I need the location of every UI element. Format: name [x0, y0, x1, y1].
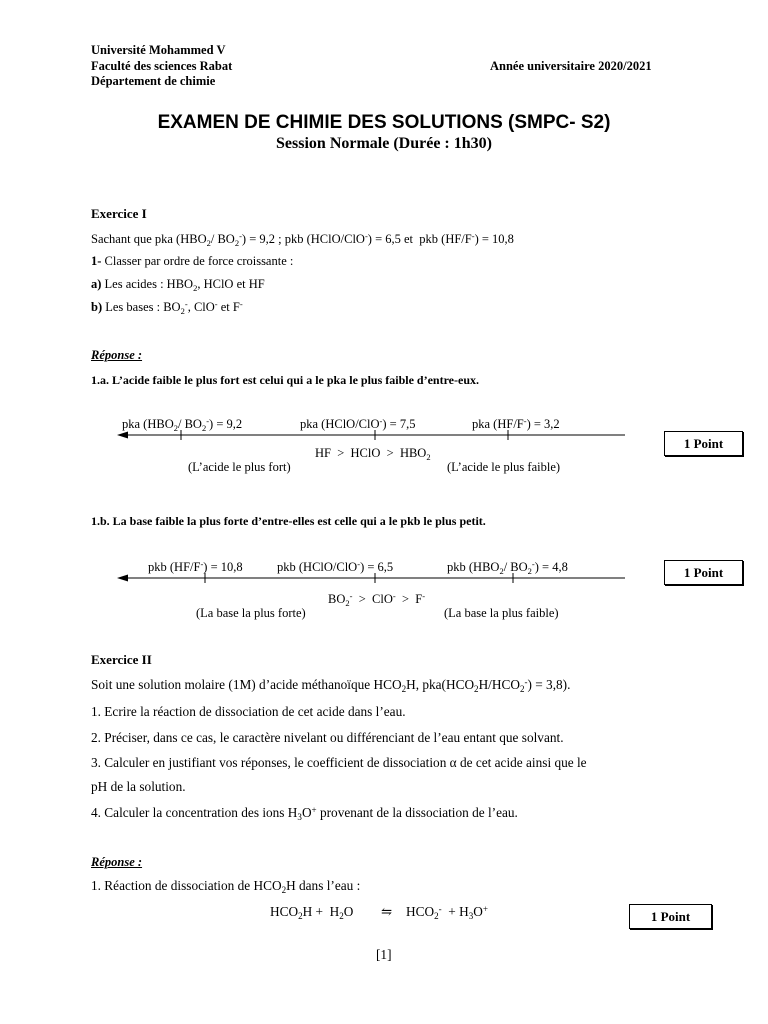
subscript: 3	[468, 910, 474, 921]
subscript: 2	[434, 910, 439, 921]
academic-year: Année universitaire 2020/2021	[490, 59, 652, 73]
exercise-1-heading: Exercice I	[91, 206, 147, 221]
bold-label: 1-	[91, 254, 102, 268]
answer-1b-rule: 1.b. La base faible la plus forte d’entre-elles est celle qui a le pkb le plus petit.	[91, 514, 486, 528]
bold-label: a)	[91, 277, 102, 291]
superscript: -	[184, 299, 188, 310]
base-scale-label-hclo: pkb (HClO/ClO-) = 6,5	[277, 559, 394, 574]
answer-1-text: 1. Réaction de dissociation de $HCO_2H$ dans l’eau :	[91, 878, 361, 895]
equation-reactants: $HCO_2H + H_2O$	[270, 904, 354, 921]
exercise-1-question: 1- Classer par ordre de force croissante :	[91, 254, 294, 268]
subscript: 2	[234, 237, 240, 248]
base-scale-right-note: (La base la plus faible)	[444, 606, 559, 620]
acid-scale-label-hf: pka (HF/F-) = 3,2	[472, 416, 560, 431]
exercise-1-statement: Sachant que pka ($HBO_2/$ $BO_2^-) = 9,2$ ; pkb (HClO/ClO-) = 6,5 et pkb (HF/F-) = 10,8	[91, 231, 514, 248]
superscript: -	[531, 559, 535, 570]
equilibrium-arrow-icon: ⇋	[381, 904, 393, 919]
base-scale-label-hbo2: pkb ($HBO_2/$ $BO_2^-) = 4,8$	[447, 559, 568, 576]
subscript: 2	[206, 237, 211, 248]
acid-strength-order: HF > HClO > $HBO_2$	[315, 446, 431, 462]
subscript: 2	[499, 565, 504, 576]
subscript: 2	[180, 305, 185, 316]
scale-arrowhead	[117, 575, 128, 582]
acid-scale-right-note: (L’acide le plus faible)	[447, 460, 561, 474]
subscript: 2	[173, 422, 178, 433]
superscript: -	[422, 591, 426, 602]
acid-scale-left-note: (L’acide le plus fort)	[188, 460, 291, 474]
base-strength-order: $BO_2^- > ClO^- > F^-$	[328, 591, 426, 608]
superscript: -	[200, 559, 204, 570]
answer-label: Réponse :	[91, 348, 143, 362]
base-scale-label-hf: pkb (HF/F-) = 10,8	[148, 559, 243, 574]
exercise-2-statement: Soit une solution molaire (1M) d’acide méthanoïque $HCO_2H$, $pka(HCO_2H/HCO_2^-) = 3,8$).	[91, 676, 571, 694]
faculty-name: Faculté des sciences Rabat	[91, 59, 233, 73]
superscript: -	[438, 903, 442, 914]
superscript: -	[349, 591, 353, 602]
superscript: -	[524, 676, 528, 687]
equation-products: $HCO_2^- + H_3O^+$	[406, 903, 488, 921]
points-box: 1 Point	[664, 560, 743, 585]
bold-label: b)	[91, 300, 103, 314]
superscript: +	[311, 804, 317, 815]
subscript: 2	[201, 422, 207, 433]
department-name: Département de chimie	[91, 74, 216, 88]
subscript: 2	[527, 565, 532, 576]
exercise-2-question-4: 4. Calculer la concentration des ions $H_3O^+$ provenant de la dissociation de l’eau.	[91, 804, 518, 822]
exercise-2-question-3-cont: pH de la solution.	[91, 779, 186, 794]
subscript: 2	[345, 597, 350, 608]
university-name: Université Mohammed V	[91, 43, 226, 57]
subscript: 2	[193, 282, 198, 293]
superscript: -	[523, 416, 527, 427]
superscript: -	[206, 416, 210, 427]
superscript: -	[364, 231, 368, 242]
acid-scale-label-hbo2: pka ($HBO_2/$ $BO_2^-) = 9,2$	[122, 416, 243, 433]
answer-label: Réponse :	[91, 855, 143, 869]
exercise-2-question-3: 3. Calculer en justifiant vos réponses, le coefficient de dissociation α de cet acide ainsi que le	[91, 755, 587, 770]
superscript: -	[357, 559, 361, 570]
subscript: 2	[401, 683, 407, 694]
subscript: 2	[339, 910, 344, 921]
page-number: [1]	[376, 947, 392, 962]
superscript: +	[482, 903, 488, 914]
superscript: -	[471, 231, 475, 242]
exercise-2-heading: Exercice II	[91, 652, 152, 667]
exercise-1-item-b: b) Les bases : $BO_2^-$, ClO- et F-	[91, 299, 243, 316]
exam-title: EXAMEN DE CHIMIE DES SOLUTIONS (SMPC- S2)	[157, 112, 611, 133]
superscript: -	[239, 299, 243, 310]
exercise-2-question-1: 1. Ecrire la réaction de dissociation de cet acide dans l’eau.	[91, 704, 406, 719]
superscript: -	[239, 231, 242, 242]
exercise-2-question-2: 2. Préciser, dans ce cas, le caractère nivelant ou différenciant de l’eau entant que solvant.	[91, 730, 564, 745]
answer-1a-rule: 1.a. L’acide faible le plus fort est celui qui a le pka le plus faible d’entre-eux.	[91, 373, 480, 387]
subscript: 2	[474, 683, 479, 694]
superscript: -	[214, 299, 218, 310]
exam-session: Session Normale (Durée : 1h30)	[276, 135, 492, 152]
exercise-1-item-a: a) Les acides : $HBO_2$, HClO et HF	[91, 277, 265, 293]
subscript: 2	[426, 451, 431, 462]
points-box: 1 Point	[664, 431, 743, 456]
superscript: -	[392, 591, 396, 602]
points-box: 1 Point	[629, 904, 712, 929]
subscript: 2	[519, 683, 525, 694]
superscript: -	[379, 416, 383, 427]
subscript: 2	[298, 910, 303, 921]
subscript: 2	[281, 884, 287, 895]
base-scale-left-note: (La base la plus forte)	[196, 606, 306, 620]
acid-scale-label-hclo: pka (HClO/ClO-) = 7,5	[300, 416, 416, 431]
subscript: 3	[297, 811, 302, 822]
scale-arrowhead	[117, 432, 128, 439]
